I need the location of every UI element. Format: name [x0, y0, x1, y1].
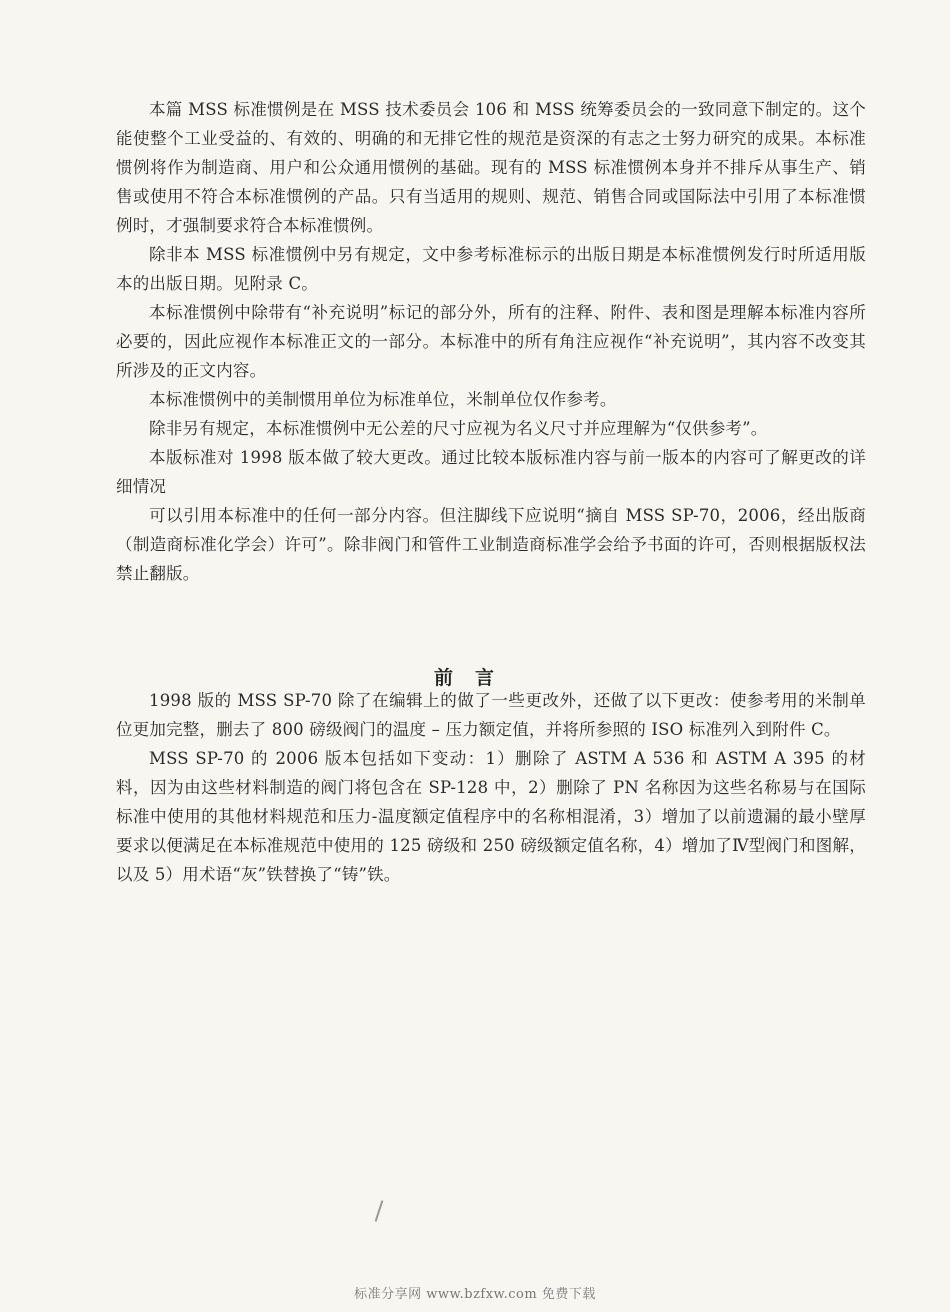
intro-paragraph: 除非另有规定，本标准惯例中无公差的尺寸应视为名义尺寸并应理解为“仅供参考”。	[149, 419, 768, 438]
footer-watermark: 标准分享网 www.bzfxw.com 免费下载	[354, 1287, 596, 1302]
foreword-paragraph: 1998 版的 MSS SP-70 除了在编辑上的做了一些更改外，还做了以下更改：使参考用的米制单位更加完整，删去了 800 磅级阀门的温度 – 压力额定值，并将所参照的 ISO 标准列入到附件 C。	[116, 691, 866, 739]
foreword-paragraph: MSS SP-70 的 2006 版本包括如下变动：1）删除了 ASTM A 536 和 ASTM A 395 的材料，因为由这些材料制造的阀门将包含在 SP-128 中，2）删除了 PN 名称因为这些名称易与在国际标准中使用的其他材料规范和压力-温度额定值程序中的名称相混淆，3）增加了以前遗漏的最小壁厚要求以便满足在本标准规范中使用的 125 磅级和 250 磅级额定值名称，4）增加了Ⅳ型阀门和图解，以及 5）用术语“灰”铁替换了“铸”铁。	[116, 749, 866, 884]
intro-paragraph: 本标准惯例中的美制惯用单位为标准单位，米制单位仅作参考。	[149, 390, 617, 409]
scan-mark	[375, 1200, 384, 1222]
intro-paragraph: 本标准惯例中除带有“补充说明”标记的部分外，所有的注释、附件、表和图是理解本标准内容所必要的，因此应视作本标准正文的一部分。本标准中的所有角注应视作“补充说明”，其内容不改变其所涉及的正文内容。	[116, 303, 866, 380]
intro-paragraph: 本版标准对 1998 版本做了较大更改。通过比较本版标准内容与前一版本的内容可了解更改的详细情况	[116, 448, 866, 496]
intro-section	[116, 95, 866, 588]
foreword-heading: 前言	[433, 667, 516, 689]
intro-paragraph: 本篇 MSS 标准惯例是在 MSS 技术委员会 106 和 MSS 统筹委员会的一致同意下制定的。这个能使整个工业受益的、有效的、明确的和无排它性的规范是资深的有志之士努力研究的成果。本标准惯例将作为制造商、用户和公众通用惯例的基础。现有的 MSS 标准惯例本身并不排斥从事生产、销售或使用不符合本标准惯例的产品。只有当适用的规则、规范、销售合同或国际法中引用了本标准惯例时，才强制要求符合本标准惯例。	[116, 100, 866, 235]
intro-paragraph: 可以引用本标准中的任何一部分内容。但注脚线下应说明“摘自 MSS SP-70，2006，经出版商（制造商标准化学会）许可”。除非阀门和管件工业制造商标准学会给予书面的许可，否则根据版权法禁止翻版。	[116, 506, 866, 583]
intro-paragraph: 除非本 MSS 标准惯例中另有规定，文中参考标准标示的出版日期是本标准惯例发行时所适用版本的出版日期。见附录 C。	[116, 245, 866, 293]
foreword-section	[116, 686, 866, 889]
